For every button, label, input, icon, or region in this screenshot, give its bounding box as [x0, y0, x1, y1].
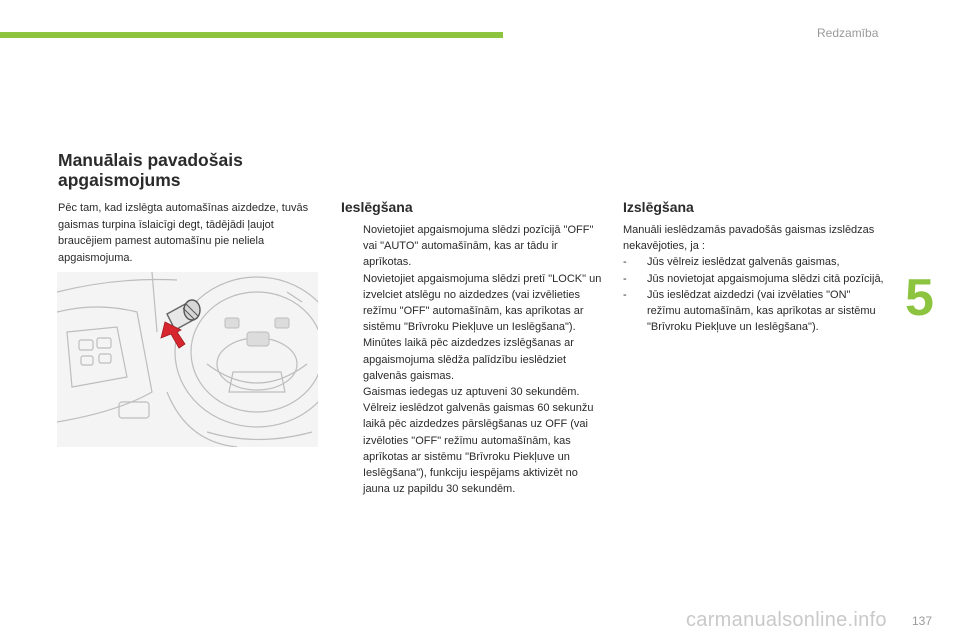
- list-item-text: Novietojiet apgaismojuma slēdzi pozīcijā "OFF" vai "AUTO" automašīnām, kas ar tādu ir aprīkotas.: [363, 224, 594, 269]
- list-item: [623, 254, 885, 270]
- list-item: [341, 222, 606, 271]
- page-title-line: Manuālais pavadošais: [58, 150, 243, 170]
- chapter-number: 5: [905, 269, 934, 327]
- list-item-text: Jūs vēlreiz ieslēdzat galvenās gaismas,: [647, 256, 840, 269]
- list-item: [341, 271, 606, 336]
- switch-off-intro: Manuāli ieslēdzamās pavadošās gaismas izslēdzas nekavējoties, ja :: [623, 224, 875, 253]
- list-item: [623, 287, 885, 336]
- dashboard-illustration: [57, 272, 318, 447]
- header-accent-bar: [0, 32, 503, 38]
- list-item-text: Jūs ieslēdzat aizdedzi (vai izvēlaties "ON" režīmu automašīnām, kas aprīkotas ar sistēmu "Brīvroku Piekļuve un Ieslēgšana").: [647, 288, 876, 334]
- dash-marker: -: [623, 272, 627, 285]
- bullet-marker-icon: [341, 335, 363, 384]
- list-item-note: Gaismas iedegas uz aptuveni 30 sekundēm.: [363, 386, 580, 399]
- list-item-text: Minūtes laikā pēc aizdedzes izslēgšanas ar apgaismojuma slēdža palīdzību ieslēdziet galvenās gaismas.: [363, 337, 574, 382]
- bullet-marker-icon: [341, 400, 363, 497]
- list-item: [341, 400, 606, 497]
- switch-off-title: Izslēgšana: [623, 199, 694, 215]
- bullet-marker-icon: [341, 222, 363, 271]
- list-item-text: Novietojiet apgaismojuma slēdzi pretī "LOCK" un izvelciet atslēgu no aizdedzes (vai izvēlieties režīmu "OFF" automašīnām, kas aprīkotas ar sistēmu "Brīvroku Piekļuve un Ieslēgšana").: [363, 272, 602, 334]
- intro-paragraph: Pēc tam, kad izslēgta automašīnas aizdedze, tuvās gaismas turpina īslaicīgi degt, tādējādi ļaujot braucējiem pamest automašīnu pie neliela apgaismojuma.: [58, 202, 309, 264]
- switch-off-section: [623, 222, 885, 335]
- page-title: [58, 150, 318, 190]
- watermark: carmanualsonline.info: [686, 609, 887, 631]
- dash-marker: -: [623, 288, 627, 301]
- section-name: Redzamība: [817, 26, 879, 40]
- page-title-line: apgaismojums: [58, 170, 181, 190]
- page-number: 137: [912, 614, 933, 628]
- list-item-text: Vēlreiz ieslēdzot galvenās gaismas 60 sekunžu laikā pēc aizdedzes pārslēgšanas uz OFF (vai izvēloties "OFF" režīmu automašīnām, kas aprīkotas ar sistēmu "Brīvroku Piekļuve un Ieslēgšana"), funkciju iespējams aktivizēt no jauna uz papildu 30 sekundēm.: [363, 402, 594, 496]
- switch-on-section: [341, 222, 606, 497]
- list-item: [623, 271, 885, 287]
- dash-marker: -: [623, 256, 627, 269]
- switch-on-title: Ieslēgšana: [341, 199, 413, 215]
- bullet-marker-icon: [341, 271, 363, 336]
- list-item-text: Jūs novietojat apgaismojuma slēdzi citā pozīcijā,: [647, 272, 884, 285]
- list-item: [341, 335, 606, 384]
